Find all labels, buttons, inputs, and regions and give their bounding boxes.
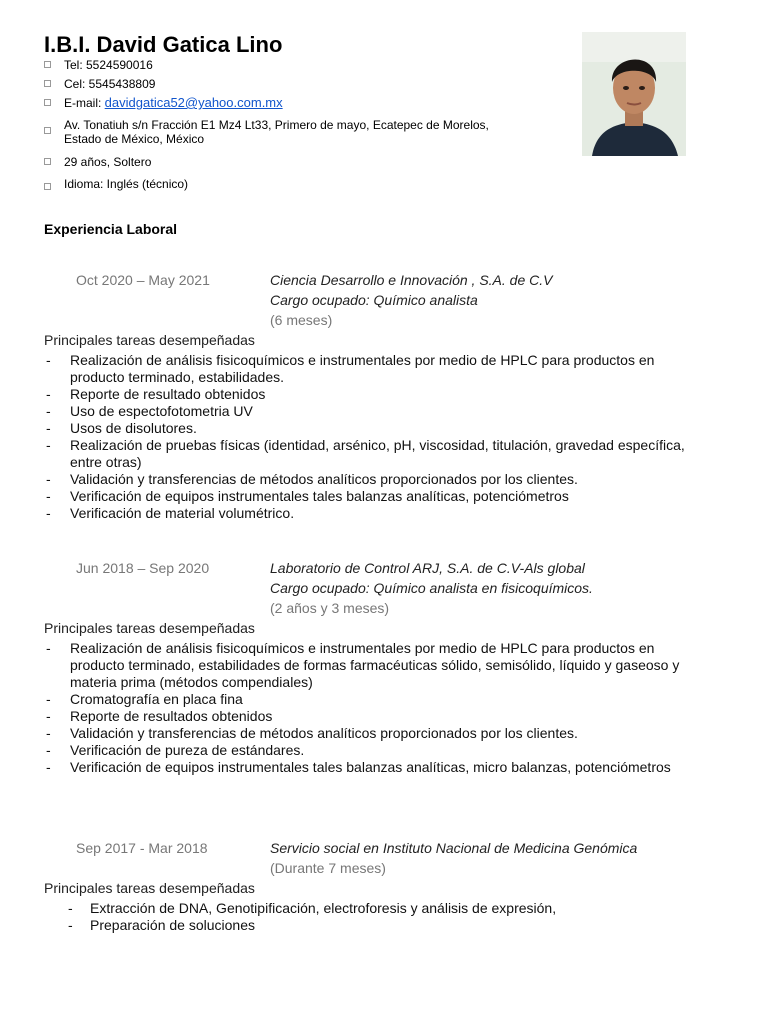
job-position: Cargo ocupado: Químico analista en fisicoquímicos. xyxy=(270,580,593,596)
list-item: - Preparación de soluciones xyxy=(66,917,706,934)
bullet-icon xyxy=(44,80,51,87)
list-item: - Validación y transferencias de métodos analíticos proporcionados por los clientes. xyxy=(44,471,704,488)
bullet-icon xyxy=(44,61,51,68)
contact-language xyxy=(44,177,504,191)
job-period: Oct 2020 – May 2021 xyxy=(76,272,210,288)
job-duration: (Durante 7 meses) xyxy=(270,860,386,876)
contact-cel xyxy=(44,77,504,91)
email-link[interactable]: davidgatica52@yahoo.com.mx xyxy=(104,95,283,110)
list-item: - Verificación de equipos instrumentales tales balanzas analíticas, potenciómetros xyxy=(44,488,704,505)
contact-tel xyxy=(44,58,504,72)
email-label: E-mail: xyxy=(64,96,105,110)
candidate-name: I.B.I. David Gatica Lino xyxy=(44,32,283,57)
list-item: - Uso de espectofotometria UV xyxy=(44,403,704,420)
list-item: - Verificación de equipos instrumentales tales balanzas analíticas, micro balanzas, potenciómetros xyxy=(44,759,704,776)
bullet-icon xyxy=(44,127,51,134)
bullet-icon xyxy=(44,183,51,190)
job-company: Ciencia Desarrollo e Innovación , S.A. de C.V xyxy=(270,272,553,288)
job-duration: (6 meses) xyxy=(270,312,333,328)
address-text: Av. Tonatiuh s/n Fracción E1 Mz4 Lt33, Primero de mayo, Ecatepec de Morelos, Estado de México, México xyxy=(64,118,489,146)
list-item: - Realización de análisis fisicoquímicos e instrumentales por medio de HPLC para productos en producto terminado, estabilidades de formas farmacéuticas sólido, semisólido, líquido y gaseoso y materia prima (métodos compendiales) xyxy=(44,640,704,691)
list-item: - Reporte de resultado obtenidos xyxy=(44,386,704,403)
tasks-title: Principales tareas desempeñadas xyxy=(44,620,255,636)
contact-age xyxy=(44,155,504,169)
experience-section-title: Experiencia Laboral xyxy=(44,221,178,237)
bullet-icon xyxy=(44,99,51,106)
job-company: Servicio social en Instituto Nacional de Medicina Genómica xyxy=(270,840,638,856)
bullet-icon xyxy=(44,158,51,165)
job-position: Cargo ocupado: Químico analista xyxy=(270,292,478,308)
list-item: - Cromatografía en placa fina xyxy=(44,691,704,708)
list-item: - Verificación de pureza de estándares. xyxy=(44,742,704,759)
list-item: - Verificación de material volumétrico. xyxy=(44,505,704,522)
tel-text: Tel: 5524590016 xyxy=(64,58,153,72)
list-item: - Realización de análisis fisicoquímicos e instrumentales por medio de HPLC para productos en producto terminado, estabilidades. xyxy=(44,352,704,386)
profile-photo-illustration xyxy=(582,32,686,156)
language-text: Idioma: Inglés (técnico) xyxy=(64,177,189,191)
cel-text: Cel: 5545438809 xyxy=(64,77,156,91)
profile-photo xyxy=(582,32,686,156)
job-period: Sep 2017 - Mar 2018 xyxy=(76,840,208,856)
job-duration: (2 años y 3 meses) xyxy=(270,600,390,616)
list-item: - Validación y transferencias de métodos analíticos proporcionados por los clientes. xyxy=(44,725,704,742)
list-item: - Realización de pruebas físicas (identidad, arsénico, pH, viscosidad, titulación, gravedad específica, entre otras) xyxy=(44,437,704,471)
task-list xyxy=(44,640,704,776)
age-status-text: 29 años, Soltero xyxy=(64,155,152,169)
job-company: Laboratorio de Control ARJ, S.A. de C.V-Als global xyxy=(270,560,585,576)
contact-email xyxy=(44,96,504,110)
list-item: - Reporte de resultados obtenidos xyxy=(44,708,704,725)
tasks-title: Principales tareas desempeñadas xyxy=(44,880,255,896)
contact-address xyxy=(44,118,504,146)
tasks-title: Principales tareas desempeñadas xyxy=(44,332,255,348)
list-item: - Extracción de DNA, Genotipificación, electroforesis y análisis de expresión, xyxy=(66,900,706,917)
task-list xyxy=(66,900,706,934)
list-item: - Usos de disolutores. xyxy=(44,420,704,437)
task-list xyxy=(44,352,704,522)
job-period: Jun 2018 – Sep 2020 xyxy=(76,560,210,576)
